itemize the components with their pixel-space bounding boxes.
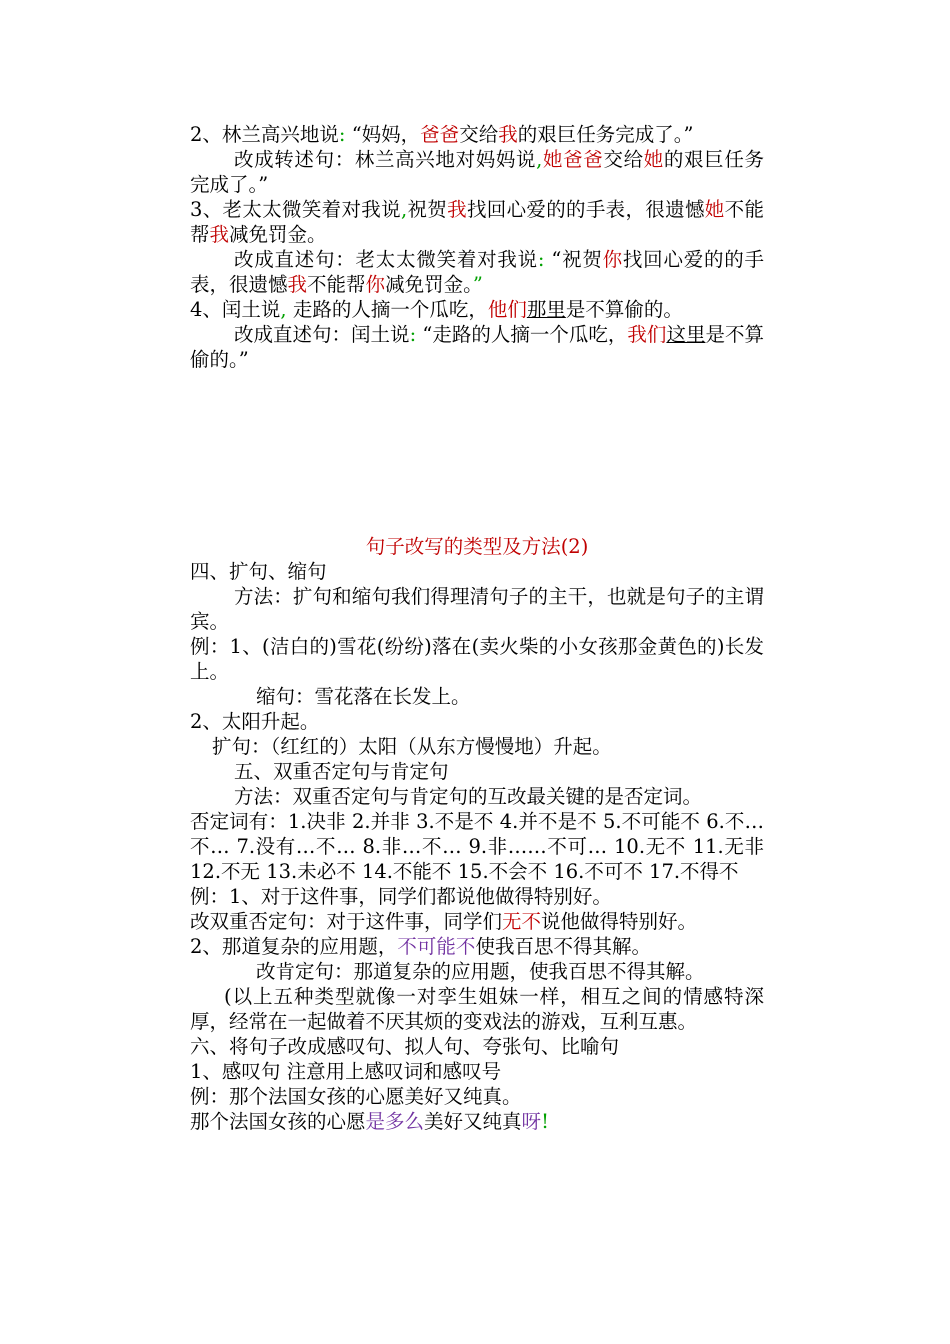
text: 找回心爱的的手表，很遗憾	[466, 198, 705, 221]
highlight: 她	[704, 198, 725, 221]
text: :	[409, 323, 417, 346]
text: 改双重否定句：对于这件事，同学们	[190, 910, 503, 933]
highlight: 你	[602, 248, 623, 271]
text: 2、那道复杂的应用题，	[190, 935, 398, 958]
shrink-result: 缩句：雪花落在长发上。	[256, 685, 471, 708]
method-4: 方法：扩句和缩句我们得理清句子的主干，也就是句子的主谓宾。	[190, 585, 764, 633]
text: 使我百思不得其解。	[475, 935, 651, 958]
text: 是不算偷的。	[565, 298, 683, 321]
example-5a: 例：1、对于这件事，同学们都说他做得特别好。	[190, 885, 612, 908]
highlight: 我	[447, 198, 467, 221]
text: 不能帮	[190, 198, 764, 246]
section-title: 句子改写的类型及方法(2)	[365, 535, 589, 558]
highlight: 她爸爸	[542, 148, 604, 171]
text: :	[338, 123, 346, 146]
heading-4: 四、扩句、缩句	[190, 560, 327, 583]
text: 那个法国女孩的心愿	[190, 1110, 366, 1133]
highlight: 她	[643, 148, 664, 171]
highlight: 他们	[487, 298, 527, 321]
text: ”	[472, 273, 483, 296]
expand-result: 扩句：（红红的）太阳（从东方慢慢地）升起。	[212, 735, 612, 758]
text: ,	[536, 148, 543, 171]
highlight: 我们	[627, 323, 667, 346]
text: 3、老太太微笑着对我说	[190, 198, 401, 221]
text: 的艰巨任务完成了。”	[517, 123, 694, 146]
heading-5: 五、双重否定句与肯定句	[234, 760, 449, 783]
highlight: 我	[209, 223, 230, 246]
text: 4、闰土说	[190, 298, 281, 321]
text: “妈妈，	[345, 123, 421, 146]
example-5d: 改肯定句：那道复杂的应用题，使我百思不得其解。	[256, 960, 705, 983]
text: 走路的人摘一个瓜吃，	[286, 298, 488, 321]
answer-6	[190, 1109, 764, 1134]
highlight: 是多么	[365, 1110, 425, 1133]
text: 祝贺	[407, 198, 448, 221]
text: 找回心爱的的手表，很遗憾	[190, 248, 764, 296]
subheading-exclamation: 1、感叹句 注意用上感叹词和感叹号	[190, 1060, 502, 1083]
text: 交给	[459, 123, 499, 146]
negation-list: 否定词有：1.决非 2.并非 3.不是不 4.并不是不 5.不可能不 6.不…不… 7.没有…不… 8.非…不… 9.非……不可… 10.无不 11.无非 12.不无 13.未必不 14.不能不 15.不会不 16.不可不 17.不得不	[190, 810, 764, 883]
text: 改成直述句：闰土说	[234, 323, 410, 346]
method-5: 方法：双重否定句与肯定句的互改最关键的是否定词。	[234, 785, 703, 808]
underlined-text: 这里	[666, 323, 706, 346]
example-5c	[190, 934, 764, 959]
highlight: 爸爸	[420, 123, 460, 146]
example-sentence-2	[190, 122, 764, 147]
text: 不能帮	[307, 273, 366, 296]
text: 是不算偷的。”	[190, 323, 764, 371]
document-page	[190, 122, 764, 1134]
text: ,	[280, 298, 287, 321]
text: 2、林兰高兴地说	[190, 123, 339, 146]
converted-direct-3	[190, 247, 764, 297]
text: 交给	[603, 148, 644, 171]
highlight: 呀	[521, 1110, 542, 1133]
example-expand-2: 2、太阳升起。	[190, 710, 320, 733]
note-paragraph: (以上五种类型就像一对孪生姐妹一样，相互之间的情感特深厚，经常在一起做着不厌其烦的变戏法的游戏，互利互惠。	[190, 985, 764, 1033]
text: 减免罚金。	[385, 273, 473, 296]
text: 减免罚金。	[229, 223, 327, 246]
highlight: 我	[287, 273, 308, 296]
text: “走路的人摘一个瓜吃，	[416, 323, 628, 346]
example-sentence-4	[190, 297, 764, 322]
heading-6: 六、将句子改成感叹句、拟人句、夸张句、比喻句	[190, 1035, 620, 1058]
text: 改成转述句：林兰高兴地对妈妈说	[234, 148, 537, 171]
highlight: 无不	[502, 910, 542, 933]
example-expand-1: 例：1、(洁白的)雪花(纷纷)落在(卖火柴的小女孩那金黄色的)长发上。	[190, 635, 764, 683]
text: 说他做得特别好。	[541, 910, 698, 933]
highlight: 你	[365, 273, 386, 296]
converted-indirect	[190, 147, 764, 197]
highlight: !	[541, 1110, 549, 1133]
underlined-text: 那里	[526, 298, 566, 321]
text: 改成直述句：老太太微笑着对我说	[234, 248, 538, 271]
blank-space	[190, 372, 764, 532]
highlight: 不可能不	[397, 935, 476, 958]
text: ,	[400, 198, 408, 221]
text: 美好又纯真	[424, 1110, 522, 1133]
converted-direct-4	[190, 322, 764, 372]
text: :	[537, 248, 545, 271]
example-6: 例：那个法国女孩的心愿美好又纯真。	[190, 1085, 522, 1108]
example-sentence-3	[190, 197, 764, 247]
text: 的艰巨任务完成了。”	[190, 148, 764, 196]
text: “祝贺	[544, 248, 603, 271]
highlight: 我	[498, 123, 518, 146]
example-5b	[190, 909, 764, 934]
